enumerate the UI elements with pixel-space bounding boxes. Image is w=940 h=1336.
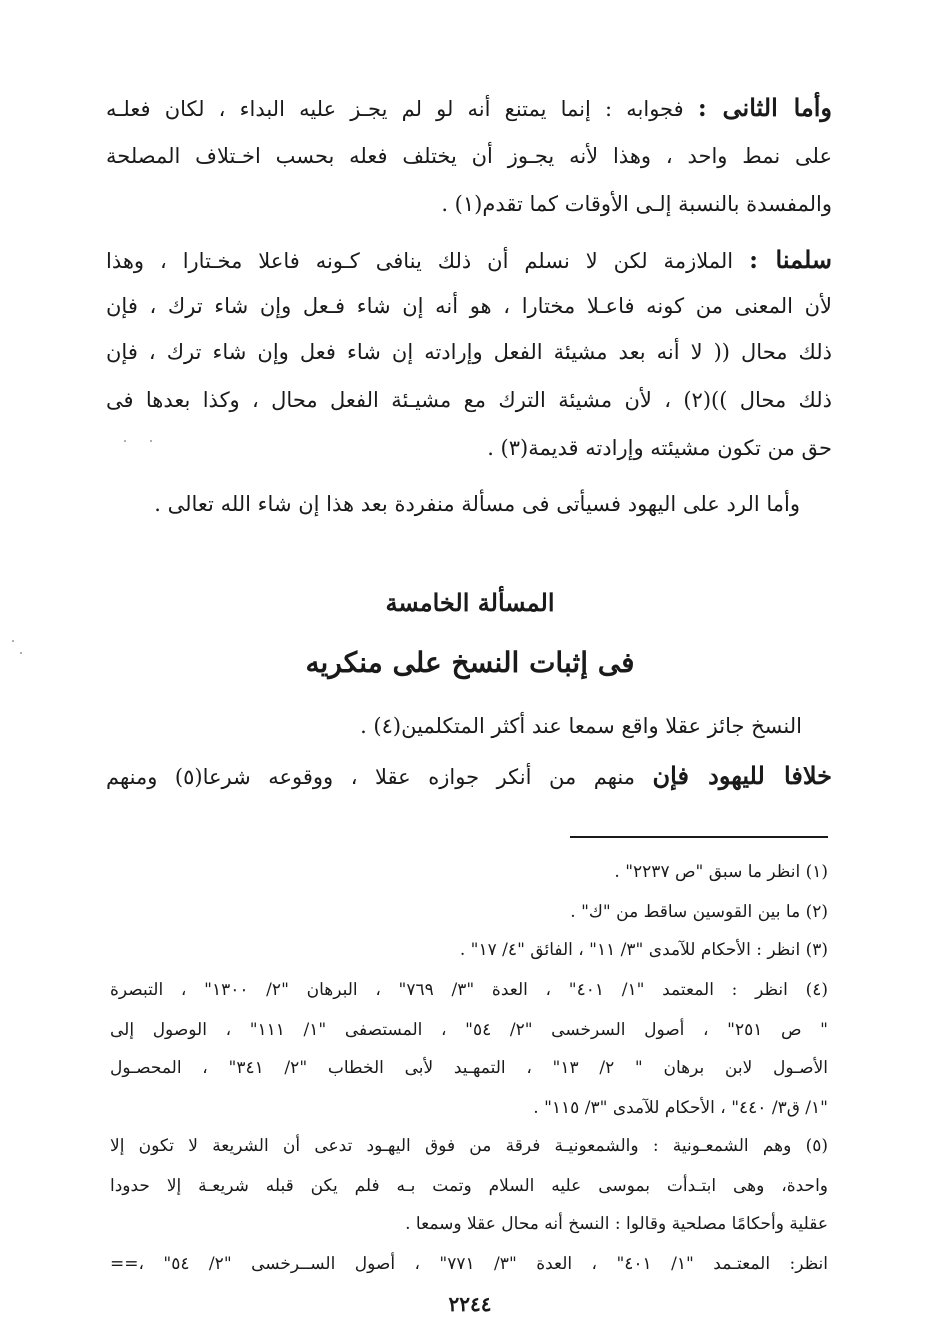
section-body-lead: خلافا لليهود فإن (652, 761, 832, 790)
footnote-5-line-2: واحدة، وهى ابتـدأت بموسى عليه السلام وتمت بـه فلم يكن قبله شريعـة إلا حدودا (110, 1176, 828, 1196)
paragraph-2-lead: سلمنا : (749, 245, 832, 274)
paragraph-1-line-3: والمفسدة بالنسبة إلـى الأوقات كما تقدم(١) . (441, 192, 832, 216)
paragraph-1-line-2: على نمط واحد ، وهذا لأنه يجـوز أن يختلف فعله بحسب اخـتلاف المصلحة (106, 144, 832, 168)
section-body-line-1: النسخ جائز عقلا واقع سمعا عند أكثر المتكلمين(٤) . (360, 714, 802, 738)
paragraph-1-lead: وأما الثانى : (697, 93, 832, 122)
paragraph-2-line-4: ذلك محال ))(٢) ، لأن مشيئة الترك مع مشيـئة الفعل محال ، وكذا بعدها فى (106, 388, 832, 412)
footnote-3: (٣) انظر : الأحكام للآمدى "٣/ ١١" ، الفائق "٤/ ١٧" . (459, 940, 828, 960)
footnote-4-line-4: "١/ ق٣/ ٤٤٠" ، الأحكام للآمدى "٣/ ١١٥" . (533, 1098, 828, 1118)
section-title: المسألة الخامسة (385, 588, 555, 617)
scan-speck (124, 440, 126, 442)
paragraph-1-line-1-text: فجوابه : إنما يمتنع أنه لو لم يجـز عليه البداء ، لكان فعلـه (106, 97, 684, 121)
paragraph-2-line-3: ذلك محال (( لا أنه بعد مشيئة الفعل وإرادته إن شاء فعل وإن شاء ترك ، فإن (106, 340, 832, 364)
paragraph-3: وأما الرد على اليهود فسيأتى فى مسألة منفردة بعد هذا إن شاء الله تعالى . (154, 492, 800, 516)
paragraph-2-line-5: حق من تكون مشيئته وإرادته قديمة(٣) . (487, 436, 832, 460)
footnote-5-line-4: انظر: المعتـمد "١/ ٤٠١" ، العدة "٣/ ٧٧١" ، أصول الســرخسى "٢/ ٥٤" ،== (110, 1254, 828, 1274)
footnote-4-line-2: " ص ٢٥١" ، أصول السرخسى "٢/ ٥٤" ، المستصفى "١/ ١١١" ، الوصول إلى (110, 1020, 828, 1040)
scan-speck (12, 640, 14, 642)
footnote-2: (٢) ما بين القوسين ساقط من "ك" . (570, 902, 828, 922)
paragraph-1-line-1 (106, 88, 832, 128)
scan-speck (150, 440, 152, 442)
scan-speck (20, 652, 22, 654)
footnote-5-line-1: (٥) وهم الشمعـونية : والشمعونيـة فرقة من فوق اليهـود تدعى أن الشريعة لا تكون إلا (110, 1136, 828, 1156)
footnote-separator (570, 836, 828, 838)
paragraph-2-line-2: لأن المعنى من كونه فاعـلا مختارا ، هو أنه إن شاء فـعل وإن شاء ترك ، فإن (106, 294, 832, 318)
footnote-4-line-3: الأصـول لابن برهان " ٢/ ١٣" ، التمهـيد لأبى الخطاب "٢/ ٣٤١" ، المحصـول (110, 1058, 828, 1078)
page-number: ٢٢٤٤ (448, 1292, 492, 1316)
footnote-5-line-3: عقلية وأحكامًا مصلحية وقالوا : النسخ أنه محال عقلا وسمعا . (405, 1214, 828, 1234)
footnote-4-line-1: (٤) انظر : المعتمد "١/ ٤٠١" ، العدة "٣/ ٧٦٩" ، البرهان "٢/ ١٣٠٠" ، التبصرة (110, 980, 828, 1000)
paragraph-2-line-1 (106, 240, 832, 280)
paragraph-2-line-1-text: الملازمة لكن لا نسلم أن ذلك ينافى كـونه فاعلا مخـتارا ، وهذا (106, 249, 734, 273)
section-body-line-2 (106, 756, 832, 796)
section-subtitle: فى إثبات النسخ على منكريه (305, 646, 635, 679)
footnote-1: (١) انظر ما سبق "ص ٢٢٣٧" . (614, 862, 828, 882)
section-body-line-2-text: منهم من أنكر جوازه عقلا ، ووقوعه شرعا(٥) ومنهم (106, 765, 635, 789)
